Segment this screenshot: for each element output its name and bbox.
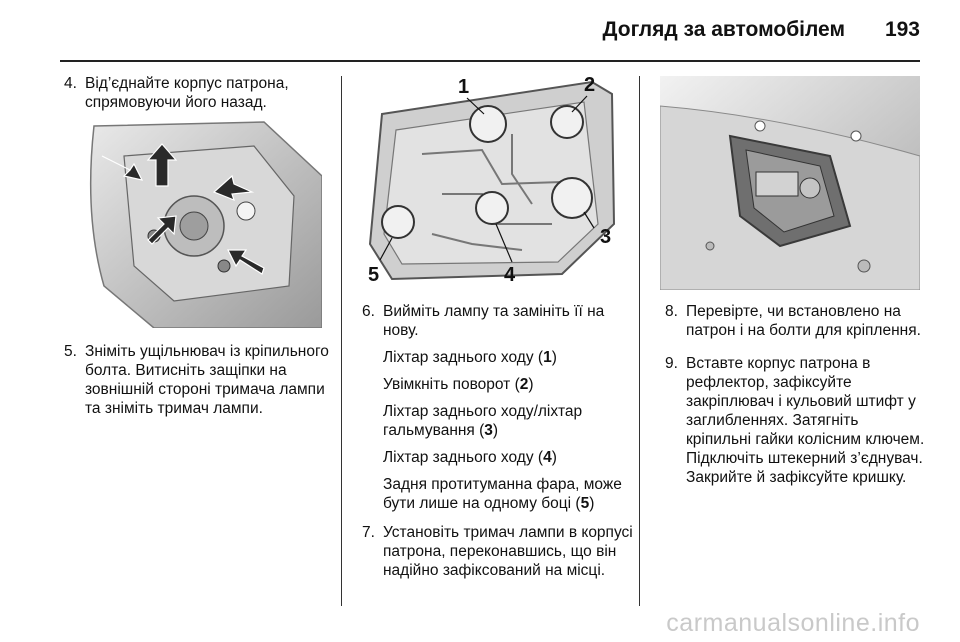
bulb-item-4: Ліхтар заднього ходу (4) [383, 449, 557, 466]
column-3 [665, 302, 927, 501]
step-4 [64, 74, 332, 112]
step-number: 7. [362, 524, 375, 541]
bulb-item-5: Задня протитуманна фара, може бути лише на одному боці (5) [383, 476, 622, 512]
bulb-holder-illustration [362, 74, 624, 292]
figure-housing-install [660, 76, 920, 290]
header-divider [60, 60, 920, 62]
step-text: Вийміть лампу та замініть її на нову. [383, 303, 605, 339]
callout-2: 2 [584, 74, 596, 96]
step-8 [665, 302, 927, 340]
step-number: 5. [64, 343, 77, 360]
callout-4: 4 [504, 264, 516, 286]
step-number: 4. [64, 75, 77, 92]
callout-1: 1 [458, 76, 470, 98]
bulb-item-2: Увімкніть поворот (2) [383, 376, 534, 393]
column-1-lower [64, 342, 332, 432]
page-header [60, 14, 920, 56]
bulb-item-3: Ліхтар заднього ходу/ліхтар гальмування (3) [383, 403, 583, 439]
callout-5: 5 [368, 264, 380, 286]
watermark: carmanualsonline.info [666, 609, 920, 637]
page-number: 193 [884, 18, 920, 41]
page-title: Догляд за автомобілем [602, 18, 845, 41]
step-number: 8. [665, 303, 678, 320]
housing-install-illustration [660, 76, 920, 290]
step-number: 9. [665, 355, 678, 372]
step-7 [362, 523, 634, 580]
step-text: Зніміть ущільнювач із кріпильного болта. Витисніть защіпки на зовнішній стороні тримача лампи та зніміть тримач лампи. [85, 343, 329, 417]
figure-bulb-holder [362, 74, 624, 292]
step-number: 6. [362, 303, 375, 320]
step-text: Перевірте, чи встановлено на патрон і на болти для кріплення. [686, 303, 921, 339]
step-text: Вставте корпус патрона в рефлектор, зафіксуйте закріплювач і кульовий штифт у заглибленнях. Затягніть кріпильні гайки колісним ключем. Підключіть штекерний з’єднувач. Закрийте й зафіксуйте кришку. [686, 355, 925, 486]
column-divider-2 [639, 76, 640, 606]
figure-lamp-housing-removal [64, 116, 322, 328]
step-5 [64, 342, 332, 418]
lamp-housing-illustration [64, 116, 322, 328]
step-text: Від’єднайте корпус патрона, спрямовуючи його назад. [85, 75, 289, 111]
column-divider-1 [341, 76, 342, 606]
step-text: Установіть тримач лампи в корпусі патрона, переконавшись, що він надійно зафіксований на місці. [383, 524, 633, 579]
bulb-item-1: Ліхтар заднього ходу (1) [383, 349, 557, 366]
callout-3: 3 [600, 226, 612, 248]
step-6 [362, 302, 634, 340]
column-2 [362, 302, 634, 594]
step-9 [665, 354, 927, 487]
